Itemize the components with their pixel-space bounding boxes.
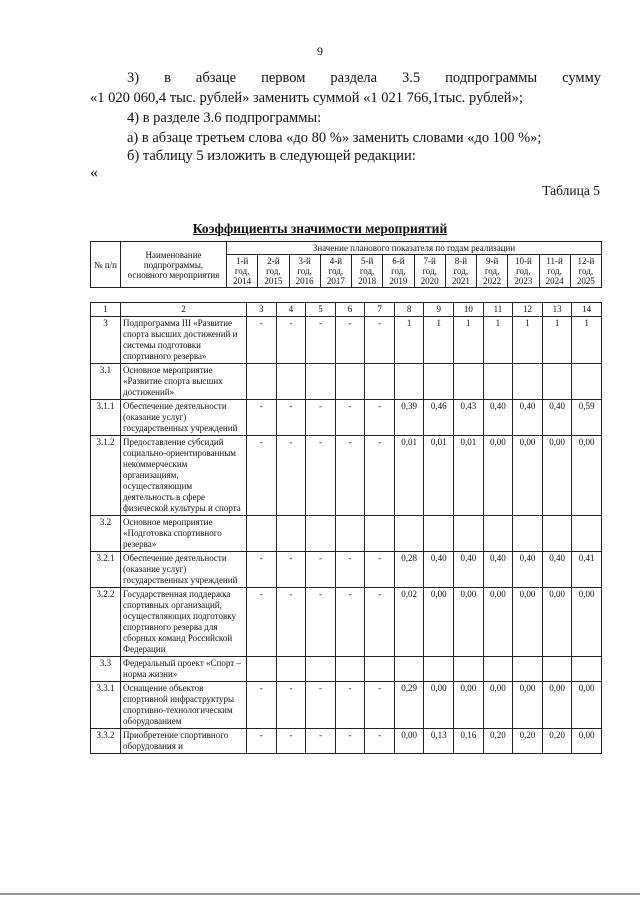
row-value: [394, 657, 424, 682]
header-year-year: 2017: [326, 276, 345, 286]
header-year-word: год,: [484, 266, 500, 276]
row-value: -: [276, 682, 306, 729]
header-year-year: 2016: [295, 276, 314, 286]
header-year-ordinal: 10-й: [514, 256, 532, 266]
row-value: [335, 657, 365, 682]
row-value: 0,20: [513, 729, 543, 754]
row-name: Основное мероприятие «Подготовка спортивного резерва»: [121, 516, 247, 552]
row-value: 0,13: [424, 729, 454, 754]
row-name: Государственная поддержка спортивных организаций, осуществляющих подготовку спортивного резерва для сборных команд Российской Федерации: [121, 588, 247, 657]
row-value: -: [247, 436, 277, 516]
row-value: 0,00: [513, 682, 543, 729]
row-value: -: [306, 588, 336, 657]
word: 3): [127, 70, 140, 86]
row-value: 0,00: [483, 588, 513, 657]
header-year: [508, 255, 539, 288]
row-value: 0,29: [394, 682, 424, 729]
header-year-word: год,: [297, 266, 312, 276]
row-number: 3.2.2: [91, 588, 121, 657]
row-name: Оснащение объектов спортивной инфраструктуры спортивно-технологическим оборудованием: [121, 682, 247, 729]
row-value: 0,00: [483, 682, 513, 729]
row-value: [572, 516, 602, 552]
paragraph-2: 4) в разделе 3.6 подпрограммы:: [127, 110, 322, 126]
header-year-year: 2024: [545, 276, 564, 286]
header-year-year: 2022: [483, 276, 502, 286]
header-year-ordinal: 3-й: [298, 256, 311, 266]
column-numbers-row: [91, 303, 602, 317]
header-name: Наименование подпрограммы, основного мероприятия: [121, 242, 227, 288]
table-row: [91, 400, 602, 436]
table-row: [91, 516, 602, 552]
row-value: -: [247, 400, 277, 436]
row-value: -: [276, 552, 306, 588]
header-year-ordinal: 12-й: [577, 256, 595, 266]
row-value: [572, 657, 602, 682]
row-value: [394, 516, 424, 552]
row-value: -: [365, 552, 395, 588]
row-value: 0,40: [483, 400, 513, 436]
row-value: 1: [394, 317, 424, 364]
header-year: [383, 255, 414, 288]
row-name: Федеральный проект «Спорт – норма жизни»: [121, 657, 247, 682]
row-value: [513, 516, 543, 552]
table-row: [91, 364, 602, 400]
header-year-year: 2018: [358, 276, 377, 286]
row-value: 0,00: [572, 682, 602, 729]
table-row: [91, 588, 602, 657]
row-value: -: [335, 552, 365, 588]
table-row: [91, 657, 602, 682]
header-year: [445, 255, 476, 288]
column-number: 3: [247, 303, 277, 317]
column-number: 9: [424, 303, 454, 317]
word: первом: [261, 70, 306, 86]
row-value: -: [306, 729, 336, 754]
row-value: [247, 516, 277, 552]
row-value: [394, 364, 424, 400]
header-year: [477, 255, 508, 288]
row-value: -: [335, 317, 365, 364]
row-value: [365, 364, 395, 400]
row-value: -: [365, 588, 395, 657]
row-value: -: [365, 729, 395, 754]
header-year-ordinal: 5-й: [360, 256, 374, 266]
data-table: [90, 302, 602, 754]
row-value: 1: [513, 317, 543, 364]
word: раздела: [330, 70, 378, 86]
header-year-word: год,: [578, 266, 594, 276]
row-value: [424, 364, 454, 400]
header-year-word: год,: [516, 266, 531, 276]
row-value: 1: [483, 317, 513, 364]
row-value: 0,40: [542, 552, 572, 588]
row-value: 0,20: [483, 729, 513, 754]
row-value: -: [276, 729, 306, 754]
row-number: 3: [91, 317, 121, 364]
row-value: [306, 516, 336, 552]
paragraph-1-line-1: [127, 69, 601, 88]
row-value: -: [276, 317, 306, 364]
row-value: -: [247, 552, 277, 588]
row-number: 3.2: [91, 516, 121, 552]
row-value: 0,16: [454, 729, 484, 754]
header-year-year: 2015: [264, 276, 283, 286]
row-value: -: [247, 588, 277, 657]
word: подпрограммы: [445, 70, 538, 86]
word: сумму: [562, 70, 602, 86]
row-value: 0,00: [394, 729, 424, 754]
row-value: -: [335, 729, 365, 754]
row-value: [306, 364, 336, 400]
header-year-year: 2025: [576, 276, 595, 286]
header-year: [570, 255, 601, 288]
header-year-ordinal: 7-й: [423, 256, 436, 266]
row-name: Обеспечение деятельности (оказание услуг) государственных учреждений: [121, 400, 247, 436]
header-year-ordinal: 4-й: [329, 256, 343, 266]
row-value: 0,00: [542, 436, 572, 516]
column-number: 11: [483, 303, 513, 317]
row-value: -: [247, 729, 277, 754]
row-value: [483, 516, 513, 552]
row-value: -: [306, 317, 336, 364]
table-row: [91, 682, 602, 729]
row-value: 0,02: [394, 588, 424, 657]
row-name: Подпрограмма III «Развитие спорта высших достижений и системы подготовки спортивного резерва»: [121, 317, 247, 364]
header-year-ordinal: 8-й: [454, 256, 468, 266]
column-number: 8: [394, 303, 424, 317]
word: в: [164, 70, 171, 86]
row-value: [276, 516, 306, 552]
column-number: 1: [91, 303, 121, 317]
row-value: 1: [424, 317, 454, 364]
table-label: Таблица 5: [542, 183, 600, 198]
row-value: [276, 657, 306, 682]
row-value: 0,00: [513, 436, 543, 516]
row-number: 3.3: [91, 657, 121, 682]
header-year-ordinal: 9-й: [485, 256, 499, 266]
row-value: [247, 657, 277, 682]
row-value: 0,43: [454, 400, 484, 436]
row-number: 3.3.2: [91, 729, 121, 754]
row-value: 0,20: [542, 729, 572, 754]
header-year: [227, 255, 258, 288]
header-year: [258, 255, 289, 288]
row-value: 0,40: [513, 552, 543, 588]
row-value: [335, 364, 365, 400]
table-row: [91, 317, 602, 364]
row-number: 3.1: [91, 364, 121, 400]
table-row: [91, 729, 602, 754]
row-value: [424, 657, 454, 682]
row-value: [542, 657, 572, 682]
table-row: [91, 552, 602, 588]
row-value: -: [306, 682, 336, 729]
row-value: 0,59: [572, 400, 602, 436]
column-number: 10: [454, 303, 484, 317]
row-name: Предоставление субсидий социально-ориентированным некоммерческим организациям, осуществляющим деятельность в сфере физической культуры и спорта: [121, 436, 247, 516]
header-year-word: год,: [547, 266, 562, 276]
row-value: 0,00: [542, 682, 572, 729]
row-value: -: [306, 436, 336, 516]
word: абзаце: [195, 70, 237, 86]
table-row: [91, 436, 602, 516]
row-value: -: [365, 682, 395, 729]
row-value: -: [365, 317, 395, 364]
row-value: 0,00: [513, 588, 543, 657]
row-value: [513, 364, 543, 400]
row-number: 3.1.2: [91, 436, 121, 516]
header-year-year: 2023: [514, 276, 533, 286]
row-value: 0,40: [483, 552, 513, 588]
header-year-word: год,: [266, 266, 281, 276]
row-value: 0,00: [572, 436, 602, 516]
row-value: 0,39: [394, 400, 424, 436]
row-value: 0,40: [424, 552, 454, 588]
row-value: [542, 516, 572, 552]
column-number: 6: [335, 303, 365, 317]
row-value: [454, 516, 484, 552]
header-year-ordinal: 6-й: [392, 256, 405, 266]
row-value: [572, 364, 602, 400]
row-value: 0,01: [424, 436, 454, 516]
row-value: 0,40: [542, 400, 572, 436]
row-value: 0,00: [572, 588, 602, 657]
row-value: [306, 657, 336, 682]
row-value: -: [335, 436, 365, 516]
page-edge: [0, 893, 640, 895]
row-value: 0,46: [424, 400, 454, 436]
table-title: Коэффициенты значимости мероприятий: [192, 221, 448, 236]
row-value: 1: [542, 317, 572, 364]
header-year-ordinal: 2-й: [267, 256, 280, 266]
header-year: [539, 255, 570, 288]
column-number: 14: [572, 303, 602, 317]
row-name: Основное мероприятие «Развитие спорта высших достижений»: [121, 364, 247, 400]
header-year-word: год,: [328, 266, 344, 276]
row-value: -: [335, 400, 365, 436]
row-value: 0,01: [394, 436, 424, 516]
row-value: [483, 364, 513, 400]
row-value: [454, 657, 484, 682]
header-year-ordinal: 11-й: [546, 256, 563, 266]
row-value: [365, 516, 395, 552]
column-number: 2: [121, 303, 247, 317]
row-value: -: [306, 552, 336, 588]
header-year-word: год,: [391, 266, 406, 276]
row-value: 0,41: [572, 552, 602, 588]
row-value: [483, 657, 513, 682]
header-year-year: 2021: [451, 276, 470, 286]
row-value: 0,00: [454, 588, 484, 657]
header-year: [320, 255, 351, 288]
header-group: Значение планового показателя по годам реализации: [227, 242, 602, 255]
row-value: -: [247, 682, 277, 729]
header-year-word: год,: [234, 266, 250, 276]
row-value: 0,00: [542, 588, 572, 657]
header-year-ordinal: 1-й: [235, 256, 249, 266]
row-value: 0,00: [483, 436, 513, 516]
column-number: 7: [365, 303, 395, 317]
header-year-year: 2019: [389, 276, 408, 286]
row-number: 3.1.1: [91, 400, 121, 436]
row-number: 3.3.1: [91, 682, 121, 729]
row-value: 0,28: [394, 552, 424, 588]
row-value: 0,40: [454, 552, 484, 588]
row-value: [276, 364, 306, 400]
row-value: -: [365, 400, 395, 436]
row-value: -: [306, 400, 336, 436]
column-number: 12: [513, 303, 543, 317]
paragraph-4: б) таблицу 5 изложить в следующей редакции:: [127, 148, 416, 164]
row-value: [424, 516, 454, 552]
header-year: [352, 255, 383, 288]
header-year-word: год,: [453, 266, 469, 276]
row-value: [247, 364, 277, 400]
row-value: -: [276, 588, 306, 657]
row-value: -: [335, 588, 365, 657]
paragraph-3: а) в абзаце третьем слова «до 80 %» заменить словами «до 100 %»;: [127, 130, 542, 146]
row-value: [454, 364, 484, 400]
table-header: [90, 241, 602, 288]
row-value: -: [276, 436, 306, 516]
row-name: Обеспечение деятельности (оказание услуг) государственных учреждений: [121, 552, 247, 588]
row-number: 3.2.1: [91, 552, 121, 588]
header-year-year: 2014: [233, 276, 252, 286]
row-value: [335, 516, 365, 552]
row-name: Приобретение спортивного оборудования и: [121, 729, 247, 754]
column-number: 13: [542, 303, 572, 317]
row-value: 1: [454, 317, 484, 364]
row-value: [365, 657, 395, 682]
page-number: 9: [317, 44, 323, 58]
row-value: -: [276, 400, 306, 436]
column-number: 5: [306, 303, 336, 317]
row-value: 0,40: [513, 400, 543, 436]
row-value: 0,00: [454, 682, 484, 729]
header-year-word: год,: [359, 266, 375, 276]
header-year-year: 2020: [420, 276, 439, 286]
word: 3.5: [402, 70, 421, 86]
row-value: 0,00: [572, 729, 602, 754]
row-value: 0,00: [424, 682, 454, 729]
paragraph-1-line-2: «1 020 060,4 тыс. рублей» заменить суммой «1 021 766,1тыс. рублей»;: [90, 90, 523, 106]
row-value: 0,01: [454, 436, 484, 516]
row-value: 1: [572, 317, 602, 364]
row-value: [542, 364, 572, 400]
row-value: -: [365, 436, 395, 516]
open-quote: «: [90, 164, 98, 181]
row-value: -: [247, 317, 277, 364]
header-year-word: год,: [422, 266, 437, 276]
header-num: № п/п: [91, 242, 121, 288]
header-year: [289, 255, 320, 288]
row-value: 0,00: [424, 588, 454, 657]
header-row: [91, 242, 602, 255]
header-year: [414, 255, 445, 288]
column-number: 4: [276, 303, 306, 317]
row-value: [513, 657, 543, 682]
row-value: -: [335, 682, 365, 729]
